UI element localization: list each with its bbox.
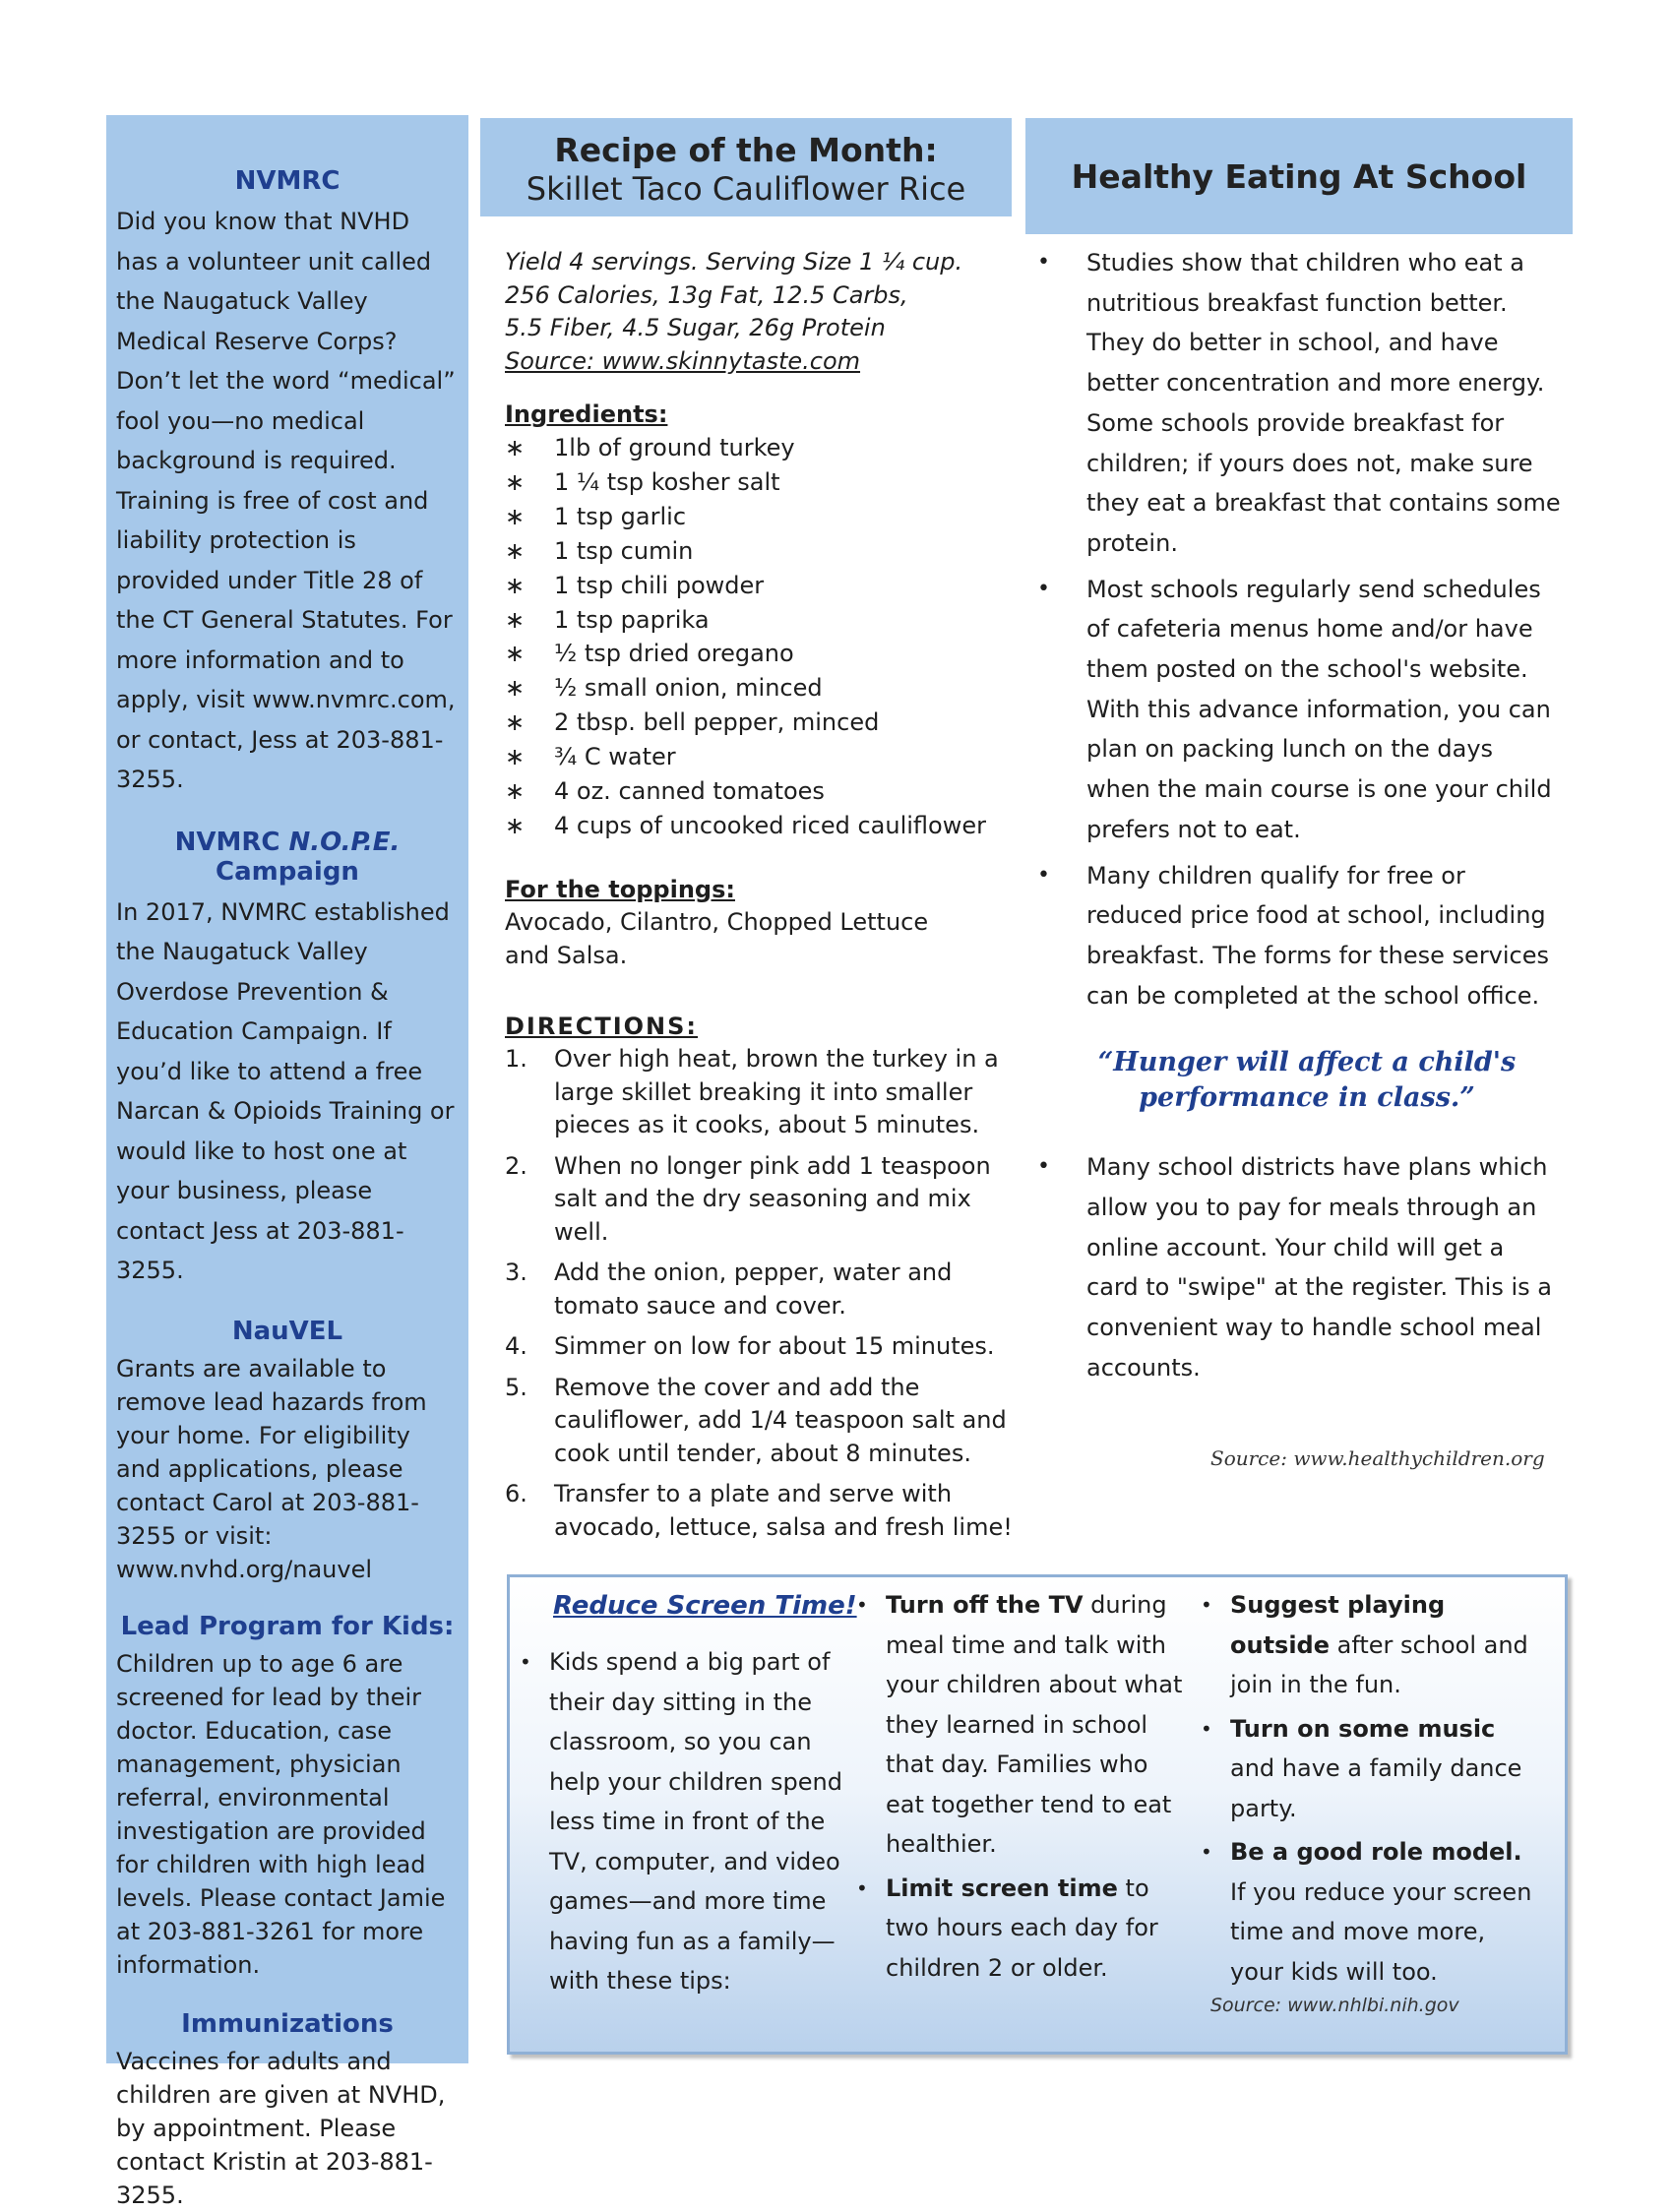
nope-heading [116,828,459,887]
screen-item-text: and have a family dance party. [1230,1754,1522,1822]
bullet-icon: • [520,1650,531,1674]
step-text: Remove the cover and add the cauliflower, add 1/4 teaspoon salt and cook until tender, about 8 minutes. [554,1373,1007,1467]
ingredient-item [505,740,1026,774]
ingredient-item [505,706,1026,740]
bullet-icon: • [1201,1593,1212,1617]
bullet-icon: • [1037,250,1050,275]
screen-list-1 [516,1642,850,2001]
recipe-title: Recipe of the Month: [554,131,938,169]
bullet-icon: • [1201,1716,1212,1741]
nope-text: In 2017, NVMRC established the Naugatuck Valley Overdose Prevention & Education Campaign. If you’d like to attend a free Narcan & Opioids Training or would like to host one at your business, please contact Jess at 203-881-3255. [116,897,455,1284]
screen-item-bold: Be a good role model. [1230,1838,1522,1866]
healthy-item-text: Many school districts have plans which allow you to pay for meals through an online account. Your child will get a card to "swipe" at the register. This is a convenient way to handle school meal accounts. [1086,1153,1552,1382]
quote-line: “Hunger will affect a child's [1097,1047,1517,1078]
asterisk-bullet-icon: ∗ [505,467,526,496]
screen-col-2 [852,1585,1187,1992]
screen-item-text: during meal time and talk with your children about what they learned in school that day. Families who eat together tend to eat healthier. [886,1591,1183,1858]
bullet-icon: • [1201,1840,1212,1864]
ingredient-item [505,500,1026,534]
asterisk-bullet-icon: ∗ [505,708,526,737]
ingredients-heading: Ingredients: [505,400,668,428]
screen-list-2 [852,1585,1187,1988]
bullet-icon: • [1037,576,1050,601]
screen-item [1197,1709,1541,1829]
lead-section [116,1586,459,1982]
direction-step [505,1330,1026,1364]
screen-item-bold: Suggest playing outside [1230,1591,1446,1659]
direction-step [505,1372,1026,1471]
asterisk-bullet-icon: ∗ [505,743,526,771]
nvmrc-section [116,115,459,800]
healthy-eating-list-2 [1031,1147,1563,1387]
ingredient-item [505,431,1026,465]
yield-line: 5.5 Fiber, 4.5 Sugar, 26g Protein [505,314,886,341]
recipe-header [480,118,1012,216]
ingredient-item [505,637,1026,671]
healthy-item-text: Most schools regularly send schedules of cafeteria menus home and/or have them posted on the school's website. With this advance information, you can plan on packing lunch on the days when the main course is one your child prefers not to eat. [1086,575,1552,843]
screen-item-text: after school and join in the fun. [1230,1630,1528,1698]
healthy-eating-column [1031,243,1563,1394]
asterisk-bullet-icon: ∗ [505,434,526,461]
immunizations-heading: Immunizations [181,2008,394,2039]
bullet-icon: • [856,1593,868,1617]
screen-item [1197,1832,1541,1992]
immunizations-text: Vaccines for adults and children are given at NVHD, by appointment. Please contact Kristin at 203-881-3255. [116,2047,446,2209]
ingredients-list [505,431,1026,843]
ingredient-text: 4 oz. canned tomatoes [554,777,825,806]
yield-line: 256 Calories, 13g Fat, 12.5 Carbs, [505,280,908,309]
healthy-eating-list [1031,243,1563,1015]
healthy-eating-header [1025,118,1573,234]
nope-section [116,800,459,1291]
step-text: Add the onion, pepper, water and tomato sauce and cover. [554,1259,953,1320]
screen-item [852,1869,1187,1989]
recipe-source: Source: www.skinnytaste.com [505,346,861,375]
asterisk-bullet-icon: ∗ [505,640,526,668]
asterisk-bullet-icon: ∗ [505,605,526,634]
ingredient-item [505,809,1026,843]
ingredient-text: 1 ¼ tsp kosher salt [554,467,780,496]
screen-item-bold: Turn on some music [1230,1714,1496,1743]
bullet-icon: • [856,1875,868,1900]
ingredient-text: 1lb of ground turkey [554,434,795,461]
recipe-subtitle: Skillet Taco Cauliflower Rice [526,170,966,208]
screen-item-text: If you reduce your screen time and move more, your kids will too. [1230,1877,1532,1986]
recipe-column [505,246,1026,1552]
screen-time-source: Source: www.nhlbi.nih.gov [1210,1995,1459,2016]
healthy-item [1031,570,1563,850]
screen-item-bold: Turn off the TV [886,1591,1084,1619]
nvmrc-text: Did you know that NVHD has a volunteer unit called the Naugatuck Valley Medical Reserve Corps? Don’t let the word “medical” fool you—no medical background is required. Training is free of cost and liability protection is provided under Title 28 of the CT General Statutes. For more information and to apply, visit www.nvmrc.com, or contact, Jess at 203-881-3255. [116,208,456,793]
reduce-screen-time-title: Reduce Screen Time! [553,1591,857,1621]
ingredient-text: 4 cups of uncooked riced cauliflower [554,811,986,839]
ingredient-item [505,465,1026,500]
direction-step [505,1478,1026,1544]
screen-item [516,1642,850,2001]
quote-line: performance in class.” [1139,1082,1475,1114]
nauvel-text: Grants are available to remove lead hazards from your home. For eligibility and applications, please contact Carol at 203-881-3255 or visit: www.nvhd.org/nauvel [116,1354,427,1583]
step-number: 2. [505,1151,527,1180]
healthy-eating-source: Source: www.healthychildren.org [1210,1446,1545,1470]
lead-heading: Lead Program for Kids: [120,1611,455,1641]
step-number: 4. [505,1332,527,1361]
toppings-heading: For the toppings: [505,875,735,903]
step-number: 6. [505,1480,527,1508]
ingredient-item [505,534,1026,569]
step-number: 3. [505,1259,527,1287]
bullet-icon: • [1037,1154,1050,1180]
ingredient-item [505,671,1026,706]
immunizations-section [116,1982,459,2212]
ingredient-text: 1 tsp garlic [554,502,687,530]
ingredient-text: ¾ C water [554,743,676,771]
screen-item-text: to two hours each day for children 2 or older. [886,1874,1158,1982]
asterisk-bullet-icon: ∗ [505,571,526,599]
ingredient-text: 2 tbsp. bell pepper, minced [554,708,880,737]
directions-list [505,1043,1026,1544]
asterisk-bullet-icon: ∗ [505,811,526,839]
asterisk-bullet-icon: ∗ [505,777,526,806]
nope-heading-prefix: NVMRC [174,827,289,857]
ingredient-text: 1 tsp chili powder [554,571,765,599]
reduce-screen-time-box [507,1574,1568,2055]
ingredient-item [505,603,1026,638]
step-text: When no longer pink add 1 teaspoon salt and the dry seasoning and mix well. [554,1151,991,1246]
screen-item-text: Kids spend a big part of their day sitting in the classroom, so you can help your children spend less time in front of the TV, computer, and video games—and more time having fun as a family—with these tips: [549,1648,842,1995]
asterisk-bullet-icon: ∗ [505,674,526,703]
asterisk-bullet-icon: ∗ [505,536,526,565]
step-text: Over high heat, brown the turkey in a large skillet breaking it into smaller pieces as it cooks, about 5 minutes. [554,1045,999,1139]
step-text: Simmer on low for about 15 minutes. [554,1332,995,1361]
step-text: Transfer to a plate and serve with avocado, lettuce, salsa and fresh lime! [554,1480,1013,1541]
ingredient-text: ½ small onion, minced [554,674,823,703]
healthy-item [1031,856,1563,1016]
bullet-icon: • [1037,862,1050,888]
screen-col-1 [516,1642,850,2005]
recipe-yield [505,246,1026,378]
ingredient-item [505,774,1026,809]
ingredient-text: ½ tsp dried oregano [554,640,794,668]
hunger-quote [1031,1045,1563,1116]
nauvel-heading: NauVEL [231,1316,343,1346]
directions-heading: DIRECTIONS: [505,1013,699,1041]
sidebar-panel [106,115,468,2209]
ingredient-item [505,569,1026,603]
healthy-item-text: Many children qualify for free or reduced price food at school, including breakfast. The forms for these services can be completed at the school office. [1086,861,1550,1010]
healthy-item [1031,1147,1563,1387]
screen-list-3 [1197,1585,1541,1992]
step-number: 5. [505,1373,527,1401]
asterisk-bullet-icon: ∗ [505,502,526,530]
toppings-line: Avocado, Cilantro, Chopped Lettuce [505,908,929,937]
direction-step [505,1043,1026,1142]
nvmrc-heading: NVMRC [234,166,341,196]
nope-heading-acronym: N.O.P.E. [288,827,401,857]
direction-step [505,1150,1026,1250]
healthy-item [1031,243,1563,564]
toppings-line: and Salsa. [505,941,628,969]
direction-step [505,1257,1026,1322]
lead-text: Children up to age 6 are screened for lead by their doctor. Education, case management, physician referral, environmental investigation are provided for children with high lead levels. Please contact Jamie at 203-881-3261 for more information. [116,1649,446,1979]
healthy-item-text: Studies show that children who eat a nutritious breakfast function better. They do better in school, and have better concentration and more energy. Some schools provide breakfast for children; if yours does not, make sure they eat a breakfast that contains some protein. [1086,249,1561,557]
yield-line: Yield 4 servings. Serving Size 1 ¼ cup. [505,248,963,276]
screen-item [1197,1585,1541,1705]
nope-heading-suffix: Campaign [216,856,359,887]
step-number: 1. [505,1045,527,1074]
healthy-eating-title: Healthy Eating At School [1071,156,1527,196]
ingredient-text: 1 tsp cumin [554,536,694,565]
screen-col-3 [1197,1585,1541,1996]
screen-item-bold: Limit screen time [886,1874,1118,1902]
screen-item [852,1585,1187,1865]
ingredient-text: 1 tsp paprika [554,605,710,634]
nauvel-section [116,1291,459,1586]
